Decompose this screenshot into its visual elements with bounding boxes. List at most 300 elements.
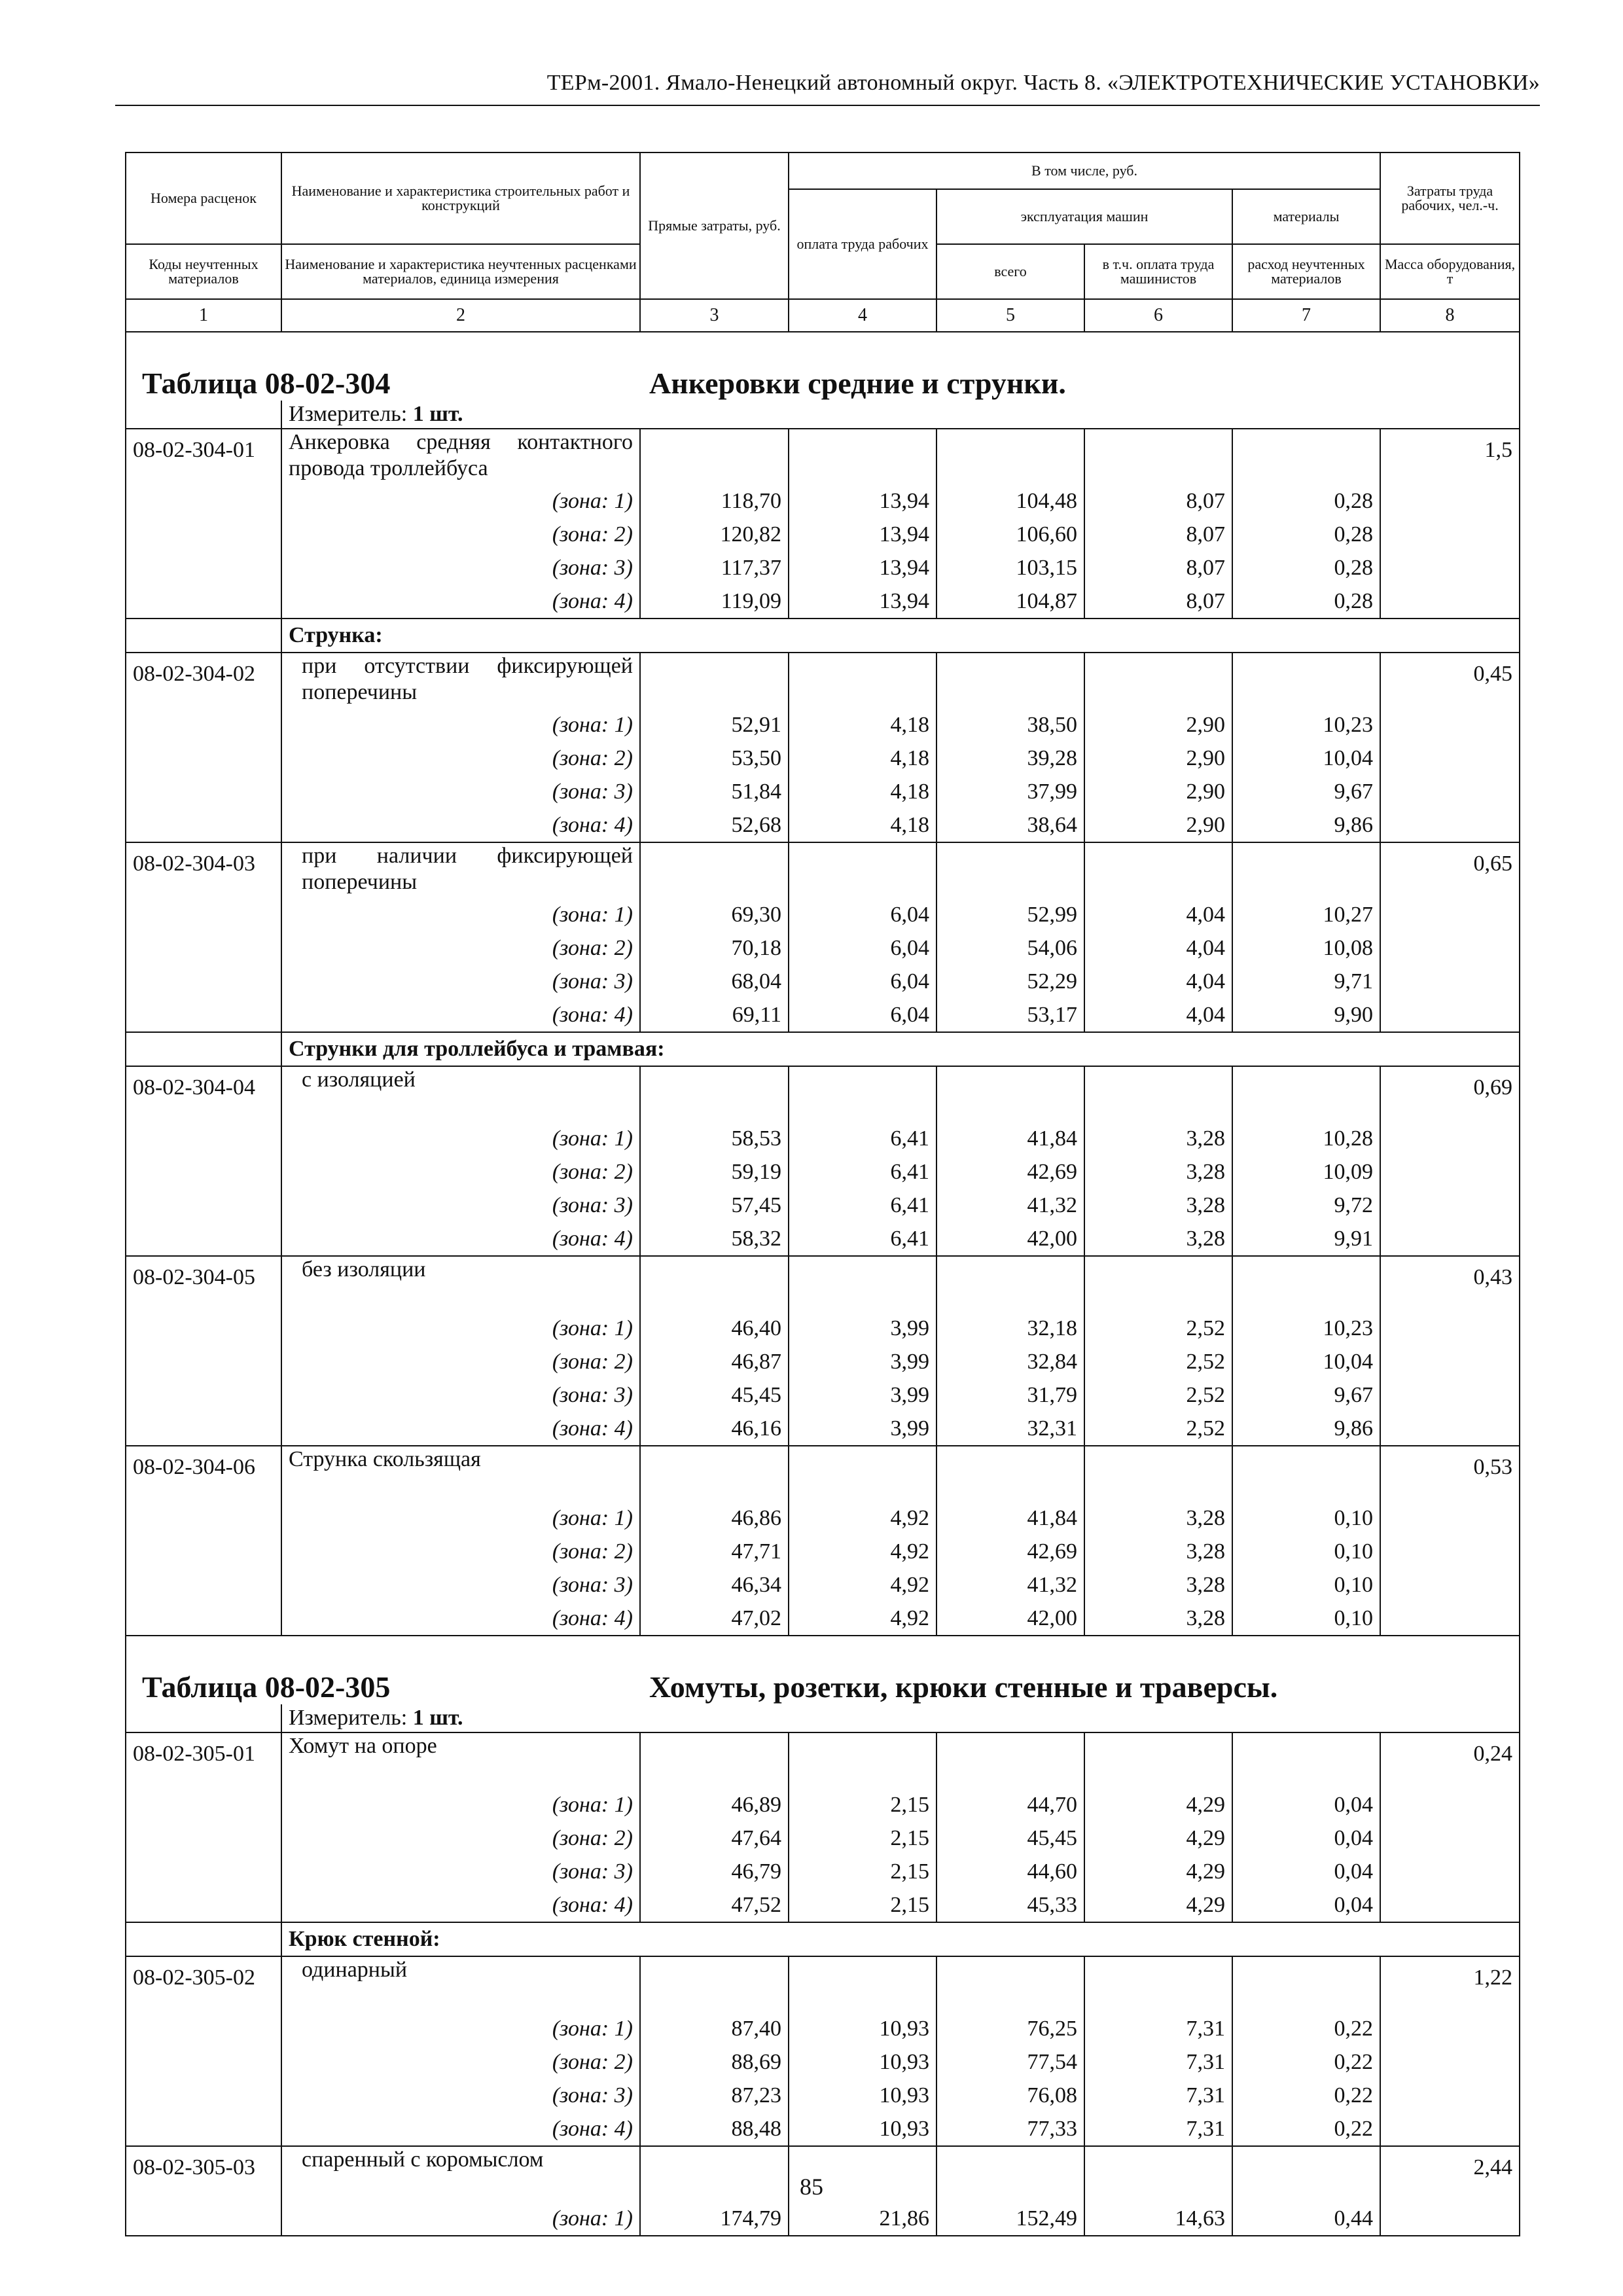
zone-row: [126, 2202, 1520, 2236]
machines-total-value: 104,48: [936, 484, 1084, 518]
section-row: [126, 1922, 1520, 1956]
empty-cell: [640, 429, 789, 484]
rate-code: 08-02-305-01: [126, 1732, 281, 1788]
zone-label: (зона: 3): [281, 2079, 640, 2112]
measure-label: Измеритель:: [289, 402, 408, 426]
table-title-row: [126, 1636, 1520, 1704]
work-name: спаренный с коромыслом: [281, 2146, 640, 2202]
table-title: [133, 1670, 1512, 1704]
wages-value: 2,15: [789, 1788, 936, 1821]
machines-total-value: 76,08: [936, 2079, 1084, 2112]
empty-cell: [1232, 1956, 1380, 2012]
machinist-wages-value: 8,07: [1084, 584, 1232, 619]
machinist-wages-value: 3,28: [1084, 1189, 1232, 1222]
table-row: [126, 1732, 1520, 1788]
zone-row: [126, 1788, 1520, 1821]
zone-label: (зона: 1): [281, 1122, 640, 1155]
empty-cell: [789, 1446, 936, 1501]
wages-value: 6,41: [789, 1122, 936, 1155]
empty-cell: [126, 1922, 281, 1956]
labor-cost: 0,43: [1380, 1256, 1520, 1312]
zone-label: (зона: 4): [281, 2112, 640, 2146]
work-name: Струнка скользящая: [281, 1446, 640, 1501]
labor-cost: 0,69: [1380, 1066, 1520, 1122]
empty-cell: [1084, 1956, 1232, 2012]
materials-value: 0,28: [1232, 551, 1380, 584]
rate-code: 08-02-304-03: [126, 842, 281, 898]
empty-cell: [1380, 1602, 1520, 1636]
machinist-wages-value: 3,28: [1084, 1222, 1232, 1256]
direct-costs-value: 46,34: [640, 1568, 789, 1602]
direct-costs-value: 47,64: [640, 1821, 789, 1855]
empty-cell: [126, 1378, 281, 1412]
zone-row: [126, 1345, 1520, 1378]
zone-row: [126, 708, 1520, 742]
empty-cell: [1084, 1732, 1232, 1788]
zone-row: [126, 931, 1520, 965]
empty-cell: [640, 1256, 789, 1312]
empty-cell: [1380, 2079, 1520, 2112]
rate-code: 08-02-304-01: [126, 429, 281, 484]
direct-costs-value: 88,69: [640, 2045, 789, 2079]
column-number: 1: [126, 299, 281, 332]
direct-costs-value: 46,40: [640, 1312, 789, 1345]
materials-value: 9,86: [1232, 1412, 1380, 1446]
zone-row: [126, 584, 1520, 619]
zone-row: [126, 2012, 1520, 2045]
wages-value: 2,15: [789, 1821, 936, 1855]
column-number: 6: [1084, 299, 1232, 332]
empty-cell: [126, 1032, 281, 1066]
empty-cell: [1380, 808, 1520, 842]
machinist-wages-value: 2,52: [1084, 1412, 1232, 1446]
zone-row: [126, 1189, 1520, 1222]
labor-cost: 1,5: [1380, 429, 1520, 484]
empty-cell: [936, 653, 1084, 708]
labor-cost: 2,44: [1380, 2146, 1520, 2202]
table-row: [126, 653, 1520, 708]
direct-costs-value: 70,18: [640, 931, 789, 965]
header-cell-material-usage: расход неучтенных материалов: [1232, 244, 1380, 299]
zone-row: [126, 1888, 1520, 1922]
labor-cost: 0,24: [1380, 1732, 1520, 1788]
zone-label: (зона: 1): [281, 1788, 640, 1821]
section-row: [126, 1032, 1520, 1066]
section-label: Струнка:: [281, 619, 1520, 653]
machinist-wages-value: 2,90: [1084, 808, 1232, 842]
header-cell-name: Наименование и характеристика строительных работ и конструкций: [281, 152, 640, 244]
zone-label: (зона: 1): [281, 2202, 640, 2236]
header-cell-labor: Затраты труда рабочих, чел.-ч.: [1380, 152, 1520, 244]
zone-label: (зона: 4): [281, 1412, 640, 1446]
empty-cell: [789, 653, 936, 708]
labor-cost: 0,65: [1380, 842, 1520, 898]
direct-costs-value: 87,40: [640, 2012, 789, 2045]
machinist-wages-value: 3,28: [1084, 1155, 1232, 1189]
zone-row: [126, 775, 1520, 808]
empty-cell: [126, 2112, 281, 2146]
empty-cell: [789, 1732, 936, 1788]
zone-row: [126, 1122, 1520, 1155]
empty-cell: [126, 401, 281, 429]
empty-cell: [936, 1446, 1084, 1501]
materials-value: 10,28: [1232, 1122, 1380, 1155]
machinist-wages-value: 2,52: [1084, 1378, 1232, 1412]
materials-value: 0,28: [1232, 518, 1380, 551]
section-row: [126, 619, 1520, 653]
direct-costs-value: 47,52: [640, 1888, 789, 1922]
wages-value: 6,41: [789, 1155, 936, 1189]
zone-label: (зона: 1): [281, 2012, 640, 2045]
section-label: Крюк стенной:: [281, 1922, 1520, 1956]
direct-costs-value: 69,30: [640, 898, 789, 931]
empty-cell: [1380, 1378, 1520, 1412]
empty-cell: [1380, 1222, 1520, 1256]
zone-row: [126, 1501, 1520, 1535]
machinist-wages-value: 4,29: [1084, 1821, 1232, 1855]
empty-cell: [1380, 1155, 1520, 1189]
empty-cell: [126, 1412, 281, 1446]
machinist-wages-value: 7,31: [1084, 2045, 1232, 2079]
machines-total-value: 41,32: [936, 1189, 1084, 1222]
empty-cell: [1380, 584, 1520, 619]
zone-label: (зона: 3): [281, 775, 640, 808]
table-row: [126, 1956, 1520, 2012]
empty-cell: [1380, 1821, 1520, 1855]
work-name: Анкеровка средняя контактного провода троллейбуса: [281, 429, 640, 484]
zone-row: [126, 1568, 1520, 1602]
direct-costs-value: 46,79: [640, 1855, 789, 1888]
page-number: 85: [800, 2174, 823, 2200]
zone-row: [126, 2112, 1520, 2146]
labor-cost: 0,45: [1380, 653, 1520, 708]
materials-value: 9,90: [1232, 998, 1380, 1032]
empty-cell: [1084, 842, 1232, 898]
empty-cell: [1084, 1446, 1232, 1501]
section-label: Струнки для троллейбуса и трамвая:: [281, 1032, 1520, 1066]
machines-total-value: 39,28: [936, 742, 1084, 775]
empty-cell: [640, 842, 789, 898]
empty-cell: [1380, 775, 1520, 808]
machinist-wages-value: 3,28: [1084, 1602, 1232, 1636]
materials-value: 0,22: [1232, 2012, 1380, 2045]
empty-cell: [1232, 1732, 1380, 1788]
wages-value: 10,93: [789, 2012, 936, 2045]
machines-total-value: 77,54: [936, 2045, 1084, 2079]
header-cell-materials: материалы: [1232, 189, 1380, 244]
wages-value: 21,86: [789, 2202, 936, 2236]
empty-cell: [126, 1704, 281, 1732]
machines-total-value: 32,31: [936, 1412, 1084, 1446]
wages-value: 3,99: [789, 1345, 936, 1378]
rate-code: 08-02-304-06: [126, 1446, 281, 1501]
zone-label: (зона: 1): [281, 1501, 640, 1535]
rate-code: 08-02-304-02: [126, 653, 281, 708]
machines-total-value: 53,17: [936, 998, 1084, 1032]
empty-cell: [1380, 1788, 1520, 1821]
work-name: при наличии фиксирующей поперечины: [281, 842, 640, 898]
wages-value: 3,99: [789, 1312, 936, 1345]
machinist-wages-value: 3,28: [1084, 1535, 1232, 1568]
work-name: с изоляцией: [281, 1066, 640, 1122]
machinist-wages-value: 2,90: [1084, 708, 1232, 742]
direct-costs-value: 53,50: [640, 742, 789, 775]
empty-cell: [1380, 1312, 1520, 1345]
materials-value: 0,10: [1232, 1568, 1380, 1602]
column-number: 5: [936, 299, 1084, 332]
empty-cell: [640, 653, 789, 708]
empty-cell: [126, 2202, 281, 2236]
empty-cell: [1380, 931, 1520, 965]
direct-costs-value: 58,53: [640, 1122, 789, 1155]
direct-costs-value: 46,16: [640, 1412, 789, 1446]
machinist-wages-value: 4,04: [1084, 931, 1232, 965]
machinist-wages-value: 3,28: [1084, 1501, 1232, 1535]
wages-value: 3,99: [789, 1412, 936, 1446]
measure-cell: [281, 1704, 1520, 1732]
materials-value: 9,67: [1232, 1378, 1380, 1412]
zone-label: (зона: 1): [281, 1312, 640, 1345]
table-code: Таблица 08-02-304: [142, 367, 391, 400]
machines-total-value: 103,15: [936, 551, 1084, 584]
empty-cell: [1380, 965, 1520, 998]
rate-code: 08-02-305-03: [126, 2146, 281, 2202]
materials-value: 0,04: [1232, 1888, 1380, 1922]
zone-row: [126, 2079, 1520, 2112]
empty-cell: [126, 1602, 281, 1636]
empty-cell: [126, 484, 281, 518]
materials-value: 9,86: [1232, 808, 1380, 842]
wages-value: 10,93: [789, 2112, 936, 2146]
direct-costs-value: 174,79: [640, 2202, 789, 2236]
wages-value: 13,94: [789, 551, 936, 584]
table-code: Таблица 08-02-305: [142, 1670, 391, 1704]
running-header: ТЕРм-2001. Ямало-Ненецкий автономный округ. Часть 8. «ЭЛЕКТРОТЕХНИЧЕСКИЕ УСТАНОВКИ»: [546, 71, 1540, 95]
empty-cell: [126, 619, 281, 653]
table-title-cell: [126, 332, 1520, 401]
empty-cell: [936, 1066, 1084, 1122]
machinist-wages-value: 7,31: [1084, 2112, 1232, 2146]
wages-value: 6,04: [789, 965, 936, 998]
header-cell-machines: эксплуатация машин: [936, 189, 1232, 244]
rate-code: 08-02-304-04: [126, 1066, 281, 1122]
zone-row: [126, 1378, 1520, 1412]
materials-value: 10,08: [1232, 931, 1380, 965]
header-cell-including: В том числе, руб.: [789, 152, 1380, 189]
materials-value: 10,04: [1232, 742, 1380, 775]
table-heading: Анкеровки средние и струнки.: [649, 367, 1066, 400]
zone-label: (зона: 1): [281, 898, 640, 931]
measure-value: 1 шт.: [412, 1706, 463, 1730]
direct-costs-value: 88,48: [640, 2112, 789, 2146]
machines-total-value: 45,45: [936, 1821, 1084, 1855]
zone-label: (зона: 2): [281, 1345, 640, 1378]
zone-label: (зона: 2): [281, 1535, 640, 1568]
zone-label: (зона: 2): [281, 518, 640, 551]
materials-value: 10,04: [1232, 1345, 1380, 1378]
materials-value: 10,27: [1232, 898, 1380, 931]
zone-label: (зона: 3): [281, 965, 640, 998]
empty-cell: [1084, 1256, 1232, 1312]
machinist-wages-value: 2,90: [1084, 775, 1232, 808]
machines-total-value: 106,60: [936, 518, 1084, 551]
machines-total-value: 76,25: [936, 2012, 1084, 2045]
header-cell-machinist-wages: в т.ч. оплата труда машинистов: [1084, 244, 1232, 299]
empty-cell: [126, 931, 281, 965]
empty-cell: [1380, 2045, 1520, 2079]
materials-value: 0,04: [1232, 1788, 1380, 1821]
wages-value: 4,92: [789, 1501, 936, 1535]
measure-value: 1 шт.: [412, 402, 463, 426]
zone-row: [126, 1821, 1520, 1855]
empty-cell: [1232, 653, 1380, 708]
rate-code: 08-02-304-05: [126, 1256, 281, 1312]
empty-cell: [126, 551, 281, 584]
empty-cell: [1380, 1345, 1520, 1378]
table-row: [126, 429, 1520, 484]
machinist-wages-value: 2,52: [1084, 1345, 1232, 1378]
empty-cell: [1232, 1256, 1380, 1312]
table-row: [126, 1256, 1520, 1312]
materials-value: 0,22: [1232, 2045, 1380, 2079]
machines-total-value: 38,64: [936, 808, 1084, 842]
materials-value: 10,23: [1232, 1312, 1380, 1345]
measure-row: [126, 1704, 1520, 1732]
empty-cell: [640, 1066, 789, 1122]
machines-total-value: 52,29: [936, 965, 1084, 998]
zone-label: (зона: 1): [281, 484, 640, 518]
empty-cell: [640, 1732, 789, 1788]
zone-row: [126, 551, 1520, 584]
table-row: [126, 1066, 1520, 1122]
measure-row: [126, 401, 1520, 429]
rates-table: [125, 152, 1520, 2236]
direct-costs-value: 47,02: [640, 1602, 789, 1636]
machinist-wages-value: 4,04: [1084, 998, 1232, 1032]
empty-cell: [789, 1256, 936, 1312]
wages-value: 10,93: [789, 2045, 936, 2079]
materials-value: 0,04: [1232, 1855, 1380, 1888]
zone-row: [126, 1222, 1520, 1256]
machines-total-value: 38,50: [936, 708, 1084, 742]
zone-label: (зона: 2): [281, 742, 640, 775]
empty-cell: [126, 1122, 281, 1155]
empty-cell: [1380, 998, 1520, 1032]
machinist-wages-value: 3,28: [1084, 1122, 1232, 1155]
table-title-row: [126, 332, 1520, 401]
zone-label: (зона: 4): [281, 808, 640, 842]
zone-label: (зона: 3): [281, 1855, 640, 1888]
empty-cell: [1380, 1189, 1520, 1222]
machines-total-value: 54,06: [936, 931, 1084, 965]
empty-cell: [126, 775, 281, 808]
table-row: [126, 1446, 1520, 1501]
zone-row: [126, 808, 1520, 842]
empty-cell: [126, 2012, 281, 2045]
empty-cell: [640, 1956, 789, 2012]
table-row: [126, 842, 1520, 898]
empty-cell: [1232, 842, 1380, 898]
empty-cell: [1232, 429, 1380, 484]
zone-row: [126, 1412, 1520, 1446]
empty-cell: [936, 429, 1084, 484]
materials-value: 0,28: [1232, 484, 1380, 518]
empty-cell: [1380, 898, 1520, 931]
direct-costs-value: 46,86: [640, 1501, 789, 1535]
wages-value: 4,92: [789, 1535, 936, 1568]
zone-row: [126, 2045, 1520, 2079]
empty-cell: [126, 1155, 281, 1189]
empty-cell: [1232, 1066, 1380, 1122]
header-cell-material-codes: Коды неучтенных материалов: [126, 244, 281, 299]
wages-value: 6,41: [789, 1189, 936, 1222]
zone-label: (зона: 2): [281, 2045, 640, 2079]
measure-cell: [281, 401, 1520, 429]
direct-costs-value: 119,09: [640, 584, 789, 619]
machines-total-value: 42,69: [936, 1155, 1084, 1189]
zone-row: [126, 898, 1520, 931]
direct-costs-value: 118,70: [640, 484, 789, 518]
direct-costs-value: 52,91: [640, 708, 789, 742]
empty-cell: [126, 1535, 281, 1568]
materials-value: 9,71: [1232, 965, 1380, 998]
empty-cell: [126, 1568, 281, 1602]
machines-total-value: 41,84: [936, 1122, 1084, 1155]
zone-label: (зона: 4): [281, 584, 640, 619]
machinist-wages-value: 4,04: [1084, 965, 1232, 998]
machines-total-value: 104,87: [936, 584, 1084, 619]
materials-value: 0,44: [1232, 2202, 1380, 2236]
empty-cell: [126, 1855, 281, 1888]
work-name: Хомут на опоре: [281, 1732, 640, 1788]
empty-cell: [1380, 742, 1520, 775]
materials-value: 10,09: [1232, 1155, 1380, 1189]
empty-cell: [126, 998, 281, 1032]
empty-cell: [936, 1732, 1084, 1788]
zone-row: [126, 1535, 1520, 1568]
machinist-wages-value: 4,29: [1084, 1788, 1232, 1821]
direct-costs-value: 57,45: [640, 1189, 789, 1222]
materials-value: 0,22: [1232, 2112, 1380, 2146]
empty-cell: [126, 2045, 281, 2079]
direct-costs-value: 59,19: [640, 1155, 789, 1189]
machines-total-value: 42,69: [936, 1535, 1084, 1568]
direct-costs-value: 46,89: [640, 1788, 789, 1821]
empty-cell: [126, 1312, 281, 1345]
zone-label: (зона: 3): [281, 551, 640, 584]
wages-value: 3,99: [789, 1378, 936, 1412]
empty-cell: [1232, 1446, 1380, 1501]
zone-label: (зона: 4): [281, 1602, 640, 1636]
direct-costs-value: 69,11: [640, 998, 789, 1032]
work-name: одинарный: [281, 1956, 640, 2012]
wages-value: 13,94: [789, 584, 936, 619]
machinist-wages-value: 3,28: [1084, 1568, 1232, 1602]
machinist-wages-value: 2,52: [1084, 1312, 1232, 1345]
empty-cell: [640, 1446, 789, 1501]
empty-cell: [126, 2079, 281, 2112]
machinist-wages-value: 7,31: [1084, 2079, 1232, 2112]
machinist-wages-value: 4,04: [1084, 898, 1232, 931]
wages-value: 6,41: [789, 1222, 936, 1256]
empty-cell: [789, 1956, 936, 2012]
wages-value: 2,15: [789, 1888, 936, 1922]
direct-costs-value: 120,82: [640, 518, 789, 551]
empty-cell: [126, 808, 281, 842]
materials-value: 0,10: [1232, 1535, 1380, 1568]
wages-value: 4,18: [789, 808, 936, 842]
empty-cell: [1380, 708, 1520, 742]
